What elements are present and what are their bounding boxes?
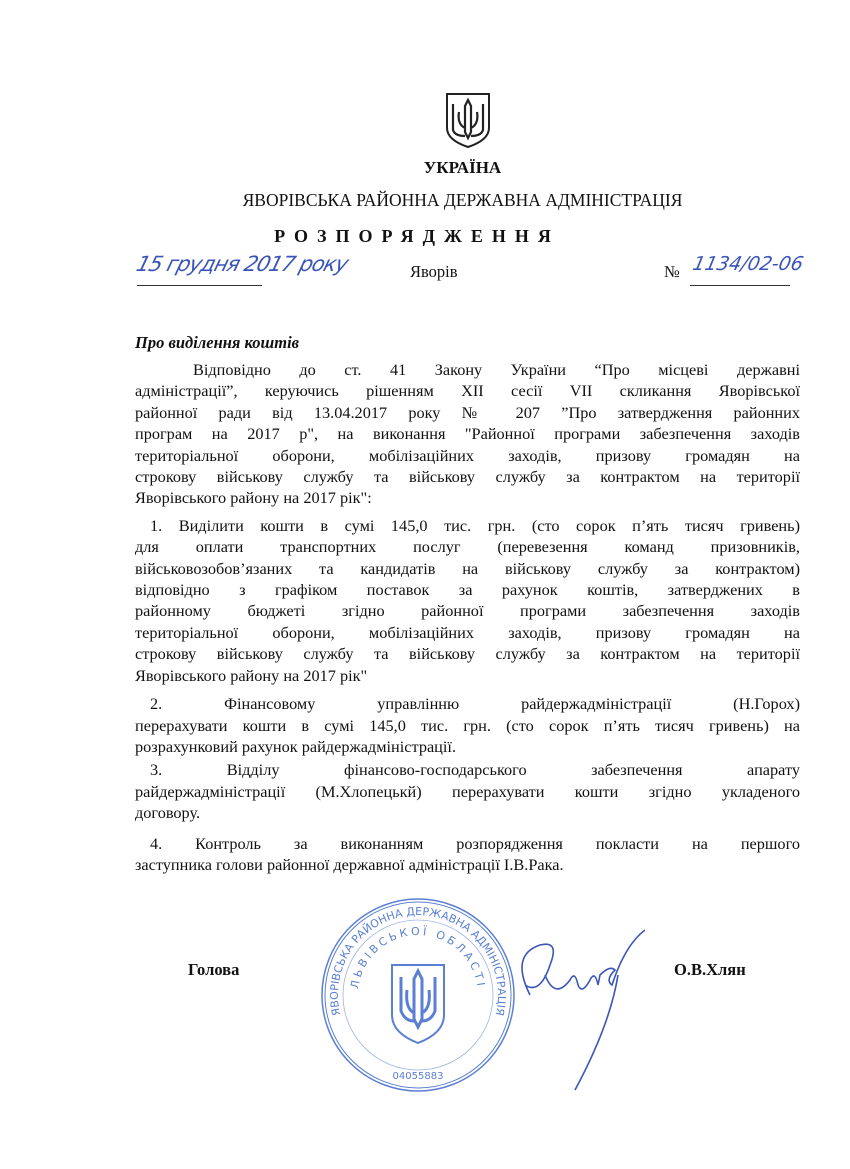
signatory-position: Голова	[188, 960, 240, 979]
text-line: адміністрації”, керуючись рішенням XII сесії VII скликання Яворівської	[135, 381, 800, 401]
number-sign: №	[664, 262, 680, 281]
country-name: УКРАЇНА	[423, 158, 502, 177]
handwritten-signature	[500, 925, 650, 1095]
text-line: територіальної оборони, мобілізаційних заходів, призову громадян на	[135, 445, 800, 465]
item-3	[135, 759, 800, 823]
text-line: районному бюджеті згідно районної програми забезпечення заходів	[135, 601, 800, 621]
text-line: військовозобов’язаних та кандидатів на військову службу за контрактом)	[135, 558, 800, 578]
text-line: 1. Виділити кошти в сумі 145,0 тис. грн. (сто сорок п’ять тисяч гривень)	[150, 515, 800, 535]
text-line: для оплати транспортних послуг (перевезення команд призовників,	[135, 537, 800, 557]
stamp-inner-text-path: ЛЬВІВСЬКОЇ ОБЛАСТІ	[348, 924, 488, 990]
text-line: 3. Відділу фінансово-господарського забезпечення апарату	[150, 760, 800, 780]
document-body	[135, 359, 800, 875]
text-line: 4. Контроль за виконанням розпорядження покласти на першого	[150, 833, 800, 853]
text-line: розрахунковий рахунок райдержадміністрації.	[135, 736, 457, 756]
text-line: перерахувати кошти в сумі 145,0 тис. грн. (сто сорок п’ять тисяч гривень) на	[135, 715, 800, 735]
document-subject: Про виділення коштів	[135, 333, 300, 352]
ukraine-trident-icon	[392, 965, 444, 1043]
document-type: РОЗПОРЯДЖЕННЯ	[274, 226, 560, 246]
number-underline	[690, 285, 790, 286]
item-2	[135, 693, 800, 757]
text-line: Відповідно до ст. 41 Закону України “Про місцеві державні	[193, 360, 800, 379]
item-4	[135, 833, 800, 876]
text-line: заступника голови районної державної адміністрації І.В.Рака.	[135, 854, 564, 874]
text-line: Яворівського району на 2017 рік":	[135, 488, 372, 508]
text-line: районної ради від 13.04.2017 року № 207 ”Про затвердження районних	[135, 402, 800, 422]
official-stamp	[318, 895, 518, 1095]
item-1	[135, 515, 800, 686]
stamp-outer-text-path: ЯВОРІВСЬКА РАЙОННА ДЕРЖАВНА АДМІНІСТРАЦІЯ	[327, 905, 509, 1017]
place: Яворів	[410, 262, 458, 281]
handwritten-date: 15 грудня 2017 року	[133, 252, 351, 276]
signatory-name: О.В.Хлян	[674, 960, 746, 979]
text-line: строкову військову службу та військову службу за контрактом на території	[135, 644, 800, 664]
text-line: програм на 2017 р", на виконання "Районної програми забезпечення заходів	[135, 424, 800, 444]
administration-name: ЯВОРІВСЬКА РАЙОННА ДЕРЖАВНА АДМІНІСТРАЦІЯ	[242, 190, 683, 210]
text-line: 2. Фінансовому управлінню райдержадміністрації (Н.Горох)	[150, 694, 800, 714]
date-underline	[137, 285, 262, 286]
handwritten-number: 1134/02-06	[690, 253, 806, 275]
text-line: строкову військову службу та військову службу за контрактом на території	[135, 467, 800, 487]
text-line: відповідно з графіком поставок за рахунок коштів, затверджених в	[135, 580, 800, 600]
preamble-paragraph	[135, 359, 800, 509]
text-line: Яворівського району на 2017 рік"	[135, 665, 368, 685]
text-line: територіальної оборони, мобілізаційних заходів, призову громадян на	[135, 622, 800, 642]
text-line: райдержадміністрації (М.Хлопецькй) перерахувати кошти згідно укладеного	[135, 781, 800, 801]
ukraine-trident-icon	[443, 92, 493, 148]
stamp-code: 04055883	[392, 1071, 444, 1082]
text-line: договору.	[135, 803, 201, 823]
